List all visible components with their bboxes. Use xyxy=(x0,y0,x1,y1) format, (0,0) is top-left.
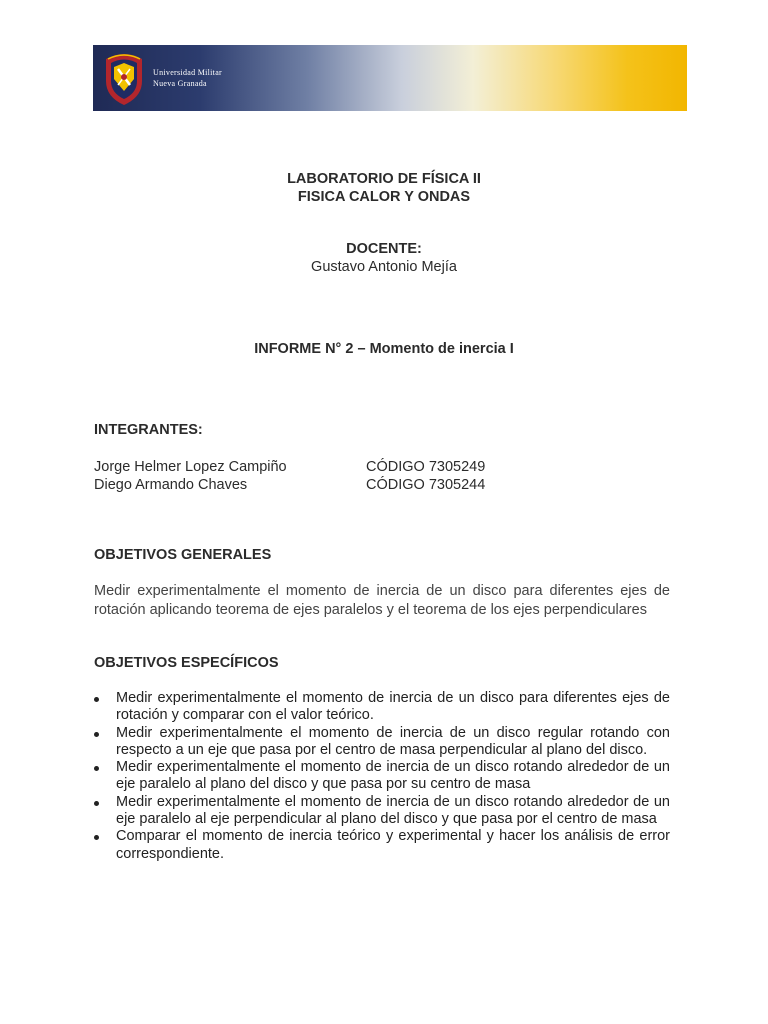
list-item xyxy=(94,794,670,829)
objetivos-especificos-heading: OBJETIVOS ESPECÍFICOS xyxy=(94,655,279,671)
bullet-icon xyxy=(94,732,99,737)
list-item xyxy=(94,725,670,760)
member-name: Diego Armando Chaves xyxy=(94,477,248,493)
objetivos-generales-heading: OBJETIVOS GENERALES xyxy=(94,547,272,563)
integrantes-heading: INTEGRANTES: xyxy=(94,422,203,438)
university-name-line1: Universidad Militar xyxy=(153,68,223,77)
member-code: CÓDIGO 7305244 xyxy=(366,477,486,493)
objetivos-generales-text: Medir experimentalmente el momento de inercia de un disco para diferentes ejes de rotación aplicando teorema de ejes paralelos y el teorema de los ejes perpendiculares xyxy=(94,583,670,618)
docente-block xyxy=(0,240,768,276)
list-item-text: Medir experimentalmente el momento de inercia de un disco para diferentes ejes de rotación y comparar con el valor teórico. xyxy=(116,690,670,724)
docente-label: DOCENTE: xyxy=(346,241,422,257)
docente-name: Gustavo Antonio Mejía xyxy=(311,259,457,275)
university-name-line2: Nueva Granada xyxy=(153,79,207,88)
university-name xyxy=(153,67,222,89)
list-item-text: Medir experimentalmente el momento de inercia de un disco rotando alrededor de un eje paralelo al plano del disco y que pasa por su centro de masa xyxy=(116,759,670,793)
list-item-text: Medir experimentalmente el momento de inercia de un disco rotando alrededor de un eje paralelo al eje perpendicular al plano del disco y que pasa por el centro de masa xyxy=(116,793,670,828)
informe-title: INFORME N° 2 – Momento de inercia I xyxy=(254,341,514,357)
list-item-text: Comparar el momento de inercia teórico y experimental y hacer los análisis de error correspondiente. xyxy=(116,828,670,862)
bullet-icon xyxy=(94,835,99,840)
member-name: Jorge Helmer Lopez Campiño xyxy=(94,459,287,475)
bullet-icon xyxy=(94,766,99,771)
bullet-icon xyxy=(94,801,99,806)
document-title xyxy=(0,170,768,206)
list-item xyxy=(94,759,670,794)
list-item xyxy=(94,690,670,725)
title-line2: FISICA CALOR Y ONDAS xyxy=(297,189,471,205)
header-banner xyxy=(93,45,687,111)
list-item-text: Medir experimentalmente el momento de inercia de un disco regular rotando con respecto a un eje que pasa por el centro de masa perpendicular al plano del disco. xyxy=(116,724,670,758)
title-line1: LABORATORIO DE FÍSICA II xyxy=(287,171,481,187)
bullet-icon xyxy=(94,697,99,702)
objetivos-especificos-list xyxy=(94,690,670,863)
list-item xyxy=(94,828,670,863)
member-code: CÓDIGO 7305249 xyxy=(366,459,486,475)
university-crest-icon xyxy=(102,51,146,107)
